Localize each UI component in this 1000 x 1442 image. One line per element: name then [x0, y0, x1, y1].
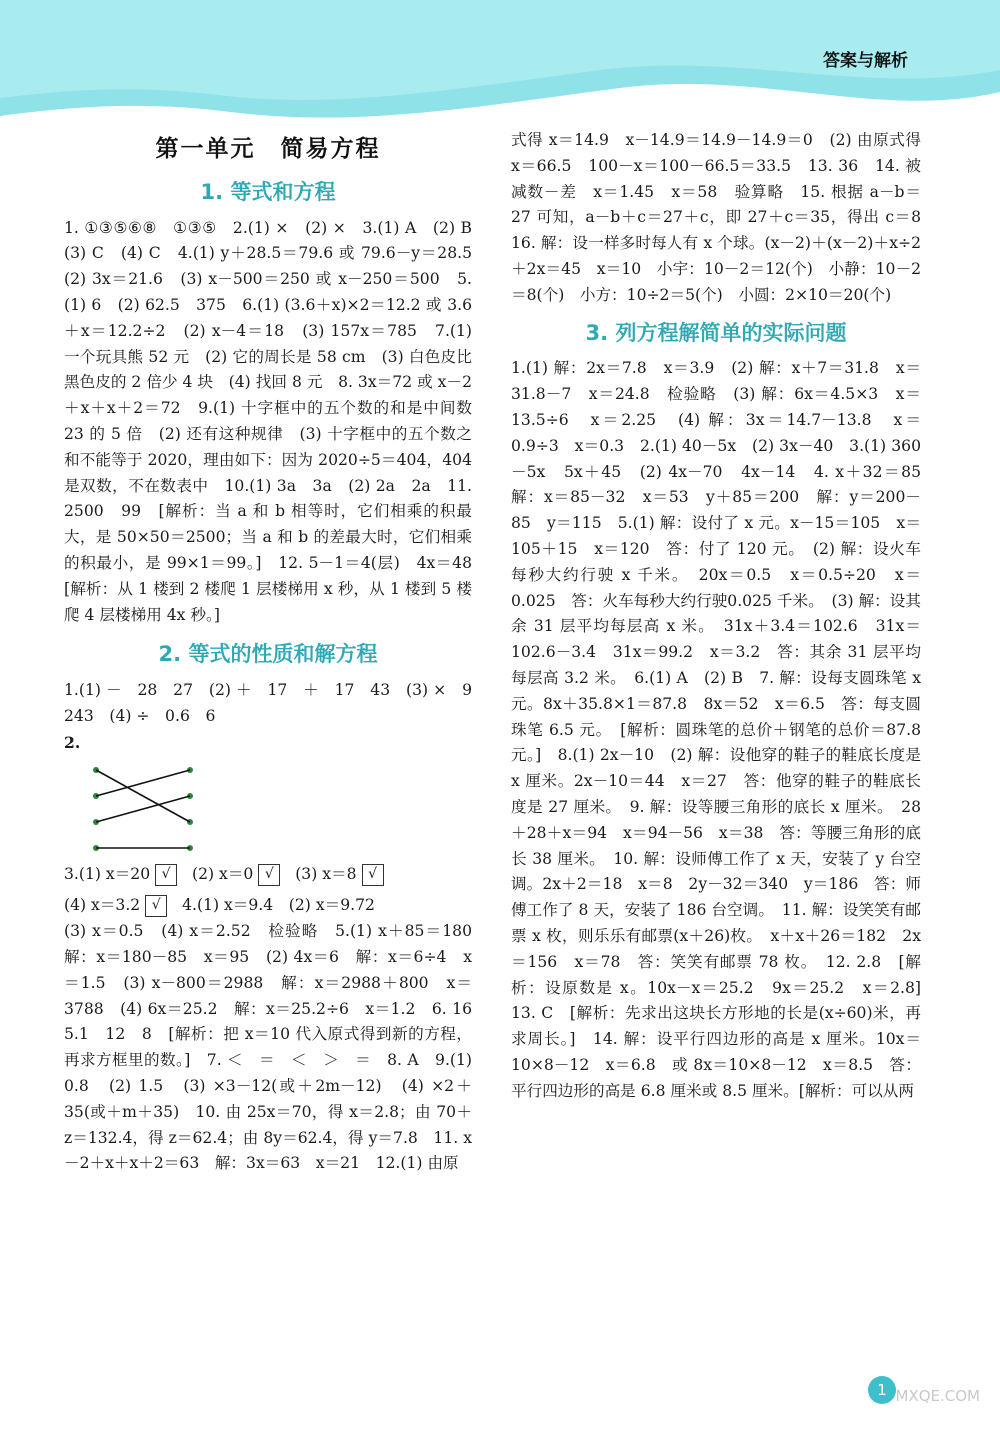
check-box-icon: √: [145, 895, 167, 917]
q3-4: (4) x＝3.2: [64, 896, 141, 915]
left-column: [64, 128, 488, 1177]
question-3-line: [64, 862, 472, 888]
section-1-answers: 1. ①③⑤⑥⑧ ①③⑤ 2.(1) × (2) × 3.(1) A (2) B (3) C (4) C 4.(1) y＋28.5＝79.6 或 79.6－y＝28.5 (2) 3x＝21.6 (3) x－500＝250 或 x－250＝500 5.(1) 6 (2) 62.5 375 6.(1) (3.6＋x)×2＝12.2 或 3.6＋x＝12.2÷2 (2) x－4＝18 (3) 157x＝785 7.(1) 一个玩具熊 52 元 (2) 它的周长是 58 cm (3) 白色皮比黑色皮的 2 倍少 4 块 (4) 找回 8 元 8. 3x＝72 或 x－2＋x＋x＋2＝72 9.(1) 十字框中的五个数的和是中间数 23 的 5 倍 (2) 还有这种规律 (3) 十字框中的五个数之和不能等于 2020，理由如下：因为 2020÷5＝404，404 是双数，不在数表中 10.(1) 3a 3a (2) 2a 2a 11. 2500 99 [解析：当 a 和 b 相等时，它们相乘的积最大，是 50×50＝2500；当 a 和 b 的差最大时，它们相乘的积最小，是 99×1＝99。] 12. 5－1＝4(层) 4x＝48 [解析：从 1 楼到 2 楼爬 1 层楼梯用 x 秒，从 1 楼到 5 楼爬 4 层楼梯用 4x 秒。]: [64, 218, 488, 624]
watermark: MXQE.COM: [895, 1387, 980, 1405]
unit-title: 第一单元 简易方程: [155, 135, 381, 162]
check-box-icon: √: [362, 864, 384, 886]
q3-1: 3.(1) x＝20: [64, 864, 151, 883]
section-title-3: 3. 列方程解简单的实际问题: [585, 320, 847, 345]
check-box-icon: √: [258, 864, 280, 886]
question-3-4-line: [64, 893, 472, 919]
q3-3: (3) x＝8: [295, 864, 357, 883]
header-label: 答案与解析: [823, 51, 908, 71]
section-title-1: 1. 等式和方程: [200, 179, 336, 204]
right-column: [511, 128, 937, 1104]
page-number: 1: [868, 1376, 896, 1404]
section-3-answers: 1.(1) 解：2x＝7.8 x＝3.9 (2) 解：x＋7＝31.8 x＝31.8－7 x＝24.8 检验略 (3) 解：6x＝4.5×3 x＝13.5÷6 x＝2.25 (4) 解：3x＝14.7－13.8 x＝0.9÷3 x＝0.3 2.(1) 40－5x (2) 3x－40 3.(1) 360－5x 5x＋45 (2) 4x－70 4x－14 4. x＋32＝85 解：x＝85－32 x＝53 y＋85＝200 解：y＝200－85 y＝115 5.(1) 解：设付了 x 元。x－15＝105 x＝105＋15 x＝120 答：付了 120 元。 (2) 解：设火车每秒大约行驶 x 千米。 20x＝0.5 x＝0.5÷20 x＝0.025 答：火车每秒大约行驶0.025 千米。 (3) 解：设其余 31 层平均每层高 x 米。 31x＋3.4＝102.6 31x＝102.6－3.4 31x＝99.2 x＝3.2 答：其余 31 层平均每层高 3.2 米。 6.(1) A (2) B 7. 解：设每支圆珠笔 x 元。8x＋35.8×1＝87.8 8x＝52 x＝6.5 答：每支圆珠笔 6.5 元。 [解析：圆珠笔的总价＋钢笔的总价＝87.8 元。] 8.(1) 2x－10 (2) 解：设他穿的鞋子的鞋底长度是 x 厘米。2x－10＝44 x＝27 答：他穿的鞋子的鞋底长度是 27 厘米。 9. 解：设等腰三角形的底长 x 厘米。 28＋28＋x＝94 x＝94－56 x＝38 答：等腰三角形的底长 38 厘米。 10. 解：设师傅工作了 x 天，安装了 y 台空调。2x＋2＝18 x＝8 2y－32＝340 y＝186 答：师傅工作了 8 天，安装了 186 台空调。 11. 解：设笑笑有邮票 x 枚，则乐乐有邮票(x＋26)枚。 x＋x＋26＝182 2x＝156 x＝78 答：笑笑有邮票 78 枚。 12. 2.8 [解析：设原数是 x。10x－x＝25.2 9x＝25.2 x＝2.8] 13. C [解析：先求出这块长方形地的长是(x÷60)米，再求周长。] 14. 解：设平行四边形的高是 x 厘米。10x＝10×8－12 x＝6.8 或 8x＝10×8－12 x＝8.5 答：平行四边形的高是 6.8 厘米或 8.5 厘米。[解析：可以从两: [511, 359, 937, 1100]
section-2-answers-a: 1.(1) － 28 27 (2) ＋ 17 ＋ 17 43 (3) × 9 243 (4) ÷ 0.6 6: [64, 681, 488, 725]
section-title-2: 2. 等式的性质和解方程: [158, 642, 378, 667]
check-box-icon: √: [155, 864, 177, 886]
section-2-answers-b: (3) x＝0.5 (4) x＝2.52 检验略 5.(1) x＋85＝180 解：x＝180－85 x＝95 (2) 4x＝6 解：x＝6÷4 x＝1.5 (3) x－800＝2988 解：x＝2988＋800 x＝3788 (4) 6x＝25.2 解：x＝25.2÷6 x＝1.2 6. 16 5.1 12 8 [解析：把 x＝10 代入原式得到新的方程，再求方框里的数。] 7. ＜ ＝ ＜ ＞ ＝ 8. A 9.(1) 0.8 (2) 1.5 (3) ×3－12(或＋2m－12) (4) ×2＋35(或＋m＋35) 10. 由 25x＝70，得 x＝2.8；由 70＋z＝132.4，得 z＝62.4；由 8y＝62.4，得 y＝7.8 11. x－2＋x＋x＋2＝63 解：3x＝63 x＝21 12.(1) 由原: [64, 922, 488, 1173]
question-2-label: 2.: [64, 732, 81, 752]
right-answers-a: 式得 x＝14.9 x－14.9＝14.9－14.9＝0 (2) 由原式得 x＝66.5 100－x＝100－66.5＝33.5 13. 36 14. 被减数－差 x＝1.45 x＝58 验算略 15. 根据 a－b＝27 可知，a－b＋c＝27＋c，即 27＋c＝35，得出 c＝8 16. 解：设一样多时每人有 x 个球。(x－2)＋(x－2)＋x÷2＋2x＝45 x＝10 小宇：10－2＝12(个) 小静：10－2＝8(个) 小方：10÷2＝5(个) 小圆：2×10＝20(个): [511, 131, 937, 304]
q4: 4.(1) x＝9.4 (2) x＝9.72: [182, 896, 375, 915]
q3-2: (2) x＝0: [192, 864, 254, 883]
matching-diagram: [88, 760, 208, 860]
